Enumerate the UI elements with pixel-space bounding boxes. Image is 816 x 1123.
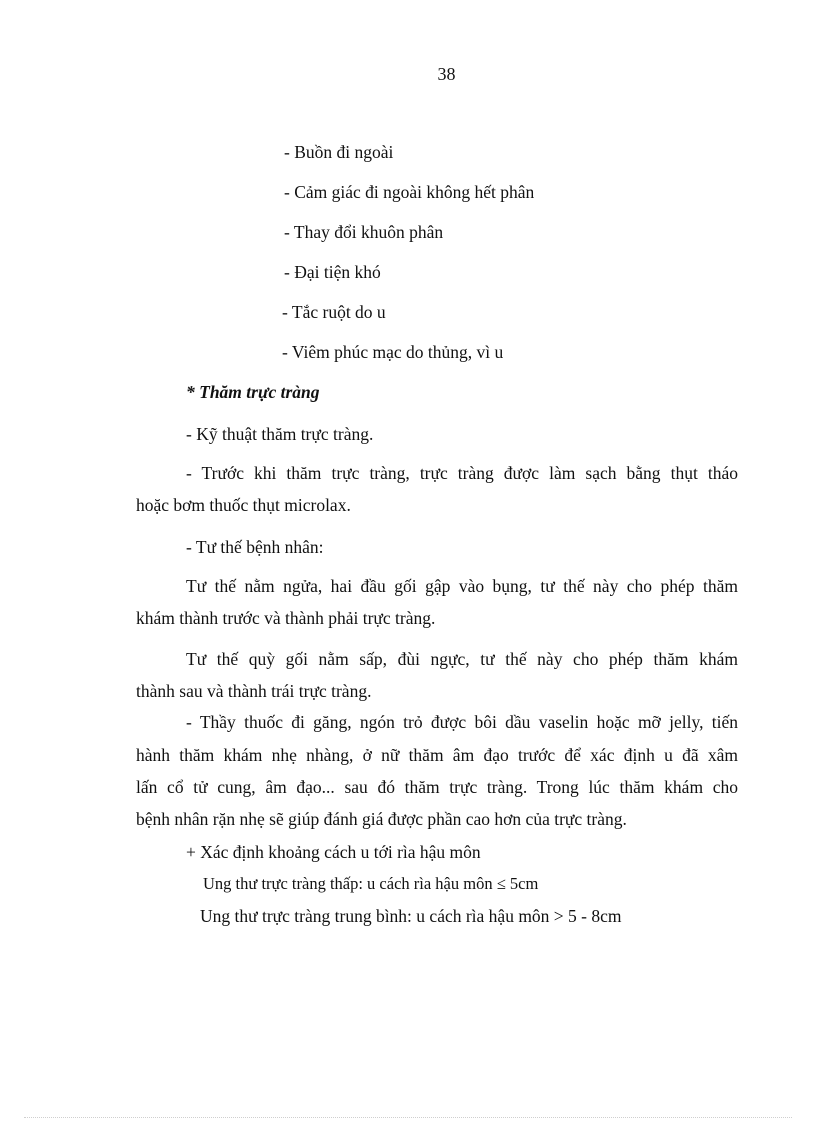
symptom-item: - Viêm phúc mạc do thủng, vì u [282, 342, 504, 362]
knee-chest-paragraph-line: thành sau và thành trái trực tràng. [136, 681, 372, 701]
distance-label: + Xác định khoảng cách u tới rìa hậu môn [186, 842, 481, 862]
mid-rectal-cancer-line: Ung thư trực tràng trung bình: u cách rìa hậu môn > 5 - 8cm [200, 906, 622, 926]
symptom-item: - Buồn đi ngoài [284, 142, 394, 162]
supine-paragraph-line: Tư thế nằm ngửa, hai đầu gối gập vào bụng, tư thế này cho phép thăm [186, 576, 738, 596]
page-bottom-rule [24, 1117, 792, 1118]
prep-paragraph-line: - Trước khi thăm trực tràng, trực tràng được làm sạch bằng thụt tháo [186, 463, 738, 483]
symptom-item: - Thay đổi khuôn phân [284, 222, 444, 242]
exam-paragraph-line: lấn cổ tử cung, âm đạo... sau đó thăm trực tràng. Trong lúc thăm khám cho [136, 777, 738, 797]
technique-label: - Kỹ thuật thăm trực tràng. [186, 424, 374, 444]
position-label: - Tư thế bệnh nhân: [186, 537, 324, 557]
exam-paragraph-line: hành thăm khám nhẹ nhàng, ở nữ thăm âm đạo trước để xác định u đã xâm [136, 745, 738, 765]
low-rectal-cancer-line: Ung thư trực tràng thấp: u cách rìa hậu môn ≤ 5cm [203, 874, 539, 893]
supine-paragraph-line: khám thành trước và thành phải trực tràng. [136, 608, 436, 628]
symptom-item: - Cảm giác đi ngoài không hết phân [284, 182, 535, 202]
knee-chest-paragraph-line: Tư thế quỳ gối nằm sấp, đùi ngực, tư thế này cho phép thăm khám [186, 649, 738, 669]
symptom-item: - Đại tiện khó [284, 262, 381, 282]
symptom-item: - Tắc ruột do u [282, 302, 386, 322]
section-heading: * Thăm trực tràng [186, 382, 320, 402]
exam-paragraph-line: - Thầy thuốc đi găng, ngón trỏ được bôi dầu vaselin hoặc mỡ jelly, tiến [186, 712, 738, 732]
page-number: 38 [437, 64, 456, 84]
prep-paragraph-line: hoặc bơm thuốc thụt microlax. [136, 495, 351, 515]
exam-paragraph-line: bệnh nhân rặn nhẹ sẽ giúp đánh giá được phần cao hơn của trực tràng. [136, 809, 627, 829]
